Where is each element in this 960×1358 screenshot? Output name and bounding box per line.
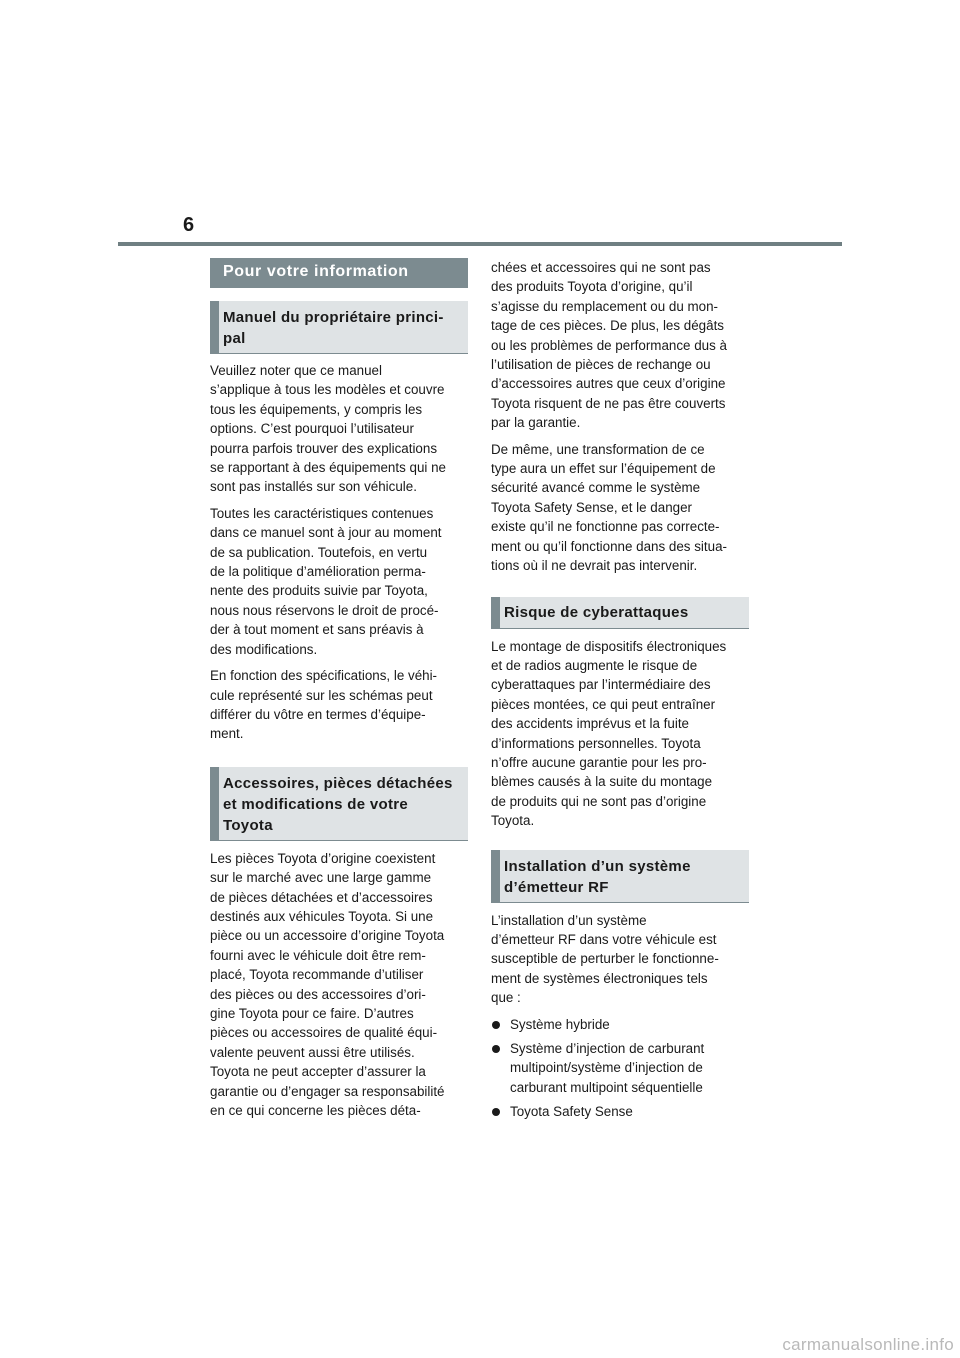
bullet-icon <box>492 1021 500 1029</box>
section-body-accessoires <box>210 849 468 1121</box>
list-item: Toyota Safety Sense <box>491 1102 749 1121</box>
section-heading-text: Risque de cyberattaques <box>504 603 689 621</box>
paragraph: Le montage de dispositifs électroniques et de radios augmente le risque de cyberattaques par l’intermédiaire des pièces montées, ce qui peut entraîner des accidents imprévus et la fuite d’informations personnelles. Toyota n’offre aucune garantie pour les pro- blèmes causés à la suite du montage de produits qui ne sont pas d’origine Toyota. <box>491 638 727 829</box>
bullet-icon <box>492 1045 500 1053</box>
page-number: 6 <box>183 214 195 236</box>
paragraph: Les pièces Toyota d’origine coexistent sur le marché avec une large gamme de pièces détachées et d’accessoires destinés aux véhicules Toyota. Si une pièce ou un accessoire d’origine Toyota fourni avec le véhicule doit être rem- placé, Toyota recommande d’utiliser des pièces ou des accessoires d’ori- gine Toyota pour ce faire. D’autres pièces ou accessoires de qualité équi- valente peuvent aussi être utilisés. Toyota ne peut accepter d’assurer la garantie ou d’engager sa responsabilité en ce qui concerne les pièces déta- <box>210 850 445 1118</box>
section-body-manuel <box>210 361 468 744</box>
section-body-cyberattaques <box>491 637 749 831</box>
chapter-banner: Pour votre information <box>210 258 468 288</box>
section-body-emetteur-rf <box>491 911 749 1122</box>
paragraph: Toutes les caractéristiques contenues dans ce manuel sont à jour au moment de sa publication. Toutefois, en vertu de la politique d’amélioration perma- nente des produits suivie par Toyota, nous nous réservons le droit de procé- der à tout moment et sans préavis à des modifications. <box>210 505 442 657</box>
section-heading-text: Accessoires, pièces détachées et modifications de votre Toyota <box>223 774 453 834</box>
systems-list <box>491 1015 749 1122</box>
watermark: carmanualsonline.info <box>782 1335 954 1354</box>
left-column <box>210 258 468 1127</box>
paragraph: De même, une transformation de ce type aura un effet sur l’équipement de sécurité avancé comme le système Toyota Safety Sense, et le danger existe qu’il ne fonctionne pas correcte- ment ou qu’il fonctionne dans des situa- tions où il ne devrait pas intervenir. <box>491 441 727 574</box>
section-body-continuation <box>491 258 749 576</box>
list-item: Système hybride <box>491 1015 749 1034</box>
section-heading-manuel <box>210 301 468 354</box>
section-heading-accessoires <box>210 767 468 841</box>
right-column <box>491 258 749 1127</box>
section-heading-cyberattaques <box>491 597 749 629</box>
list-item: Système d’injection de carburant multipoint/système d’injection de carburant multipoint séquentielle <box>491 1039 749 1097</box>
section-heading-emetteur-rf <box>491 850 749 903</box>
paragraph: L’installation d’un système d’émetteur RF dans votre véhicule est susceptible de perturber le fonctionne- ment de systèmes électroniques tels que : <box>491 912 719 1006</box>
paragraph: En fonction des spécifications, le véhi- cule représenté sur les schémas peut différer du vôtre en termes d’équipe- ment. <box>210 668 438 742</box>
header-rule <box>118 242 842 246</box>
section-heading-text: Manuel du propriétaire princi- pal <box>223 309 444 347</box>
section-heading-text: Installation d’un système d’émetteur RF <box>504 857 691 896</box>
bullet-icon <box>492 1108 500 1116</box>
paragraph: Veuillez noter que ce manuel s’applique à tous les modèles et couvre tous les équipements, y compris les options. C’est pourquoi l’utilisateur pourra parfois trouver des explications se rapportant à des équipements qui ne sont pas installés sur son véhicule. <box>210 363 446 495</box>
paragraph: chées et accessoires qui ne sont pas des produits Toyota d’origine, qu’il s’agisse du remplacement ou du mon- tage de ces pièces. De plus, les dégâts ou les problèmes de performance dus à l’utilisation de pièces de rechange ou d’accessoires autres que ceux d’origine Toyota risquent de ne pas être couverts par la garantie. <box>491 260 727 431</box>
